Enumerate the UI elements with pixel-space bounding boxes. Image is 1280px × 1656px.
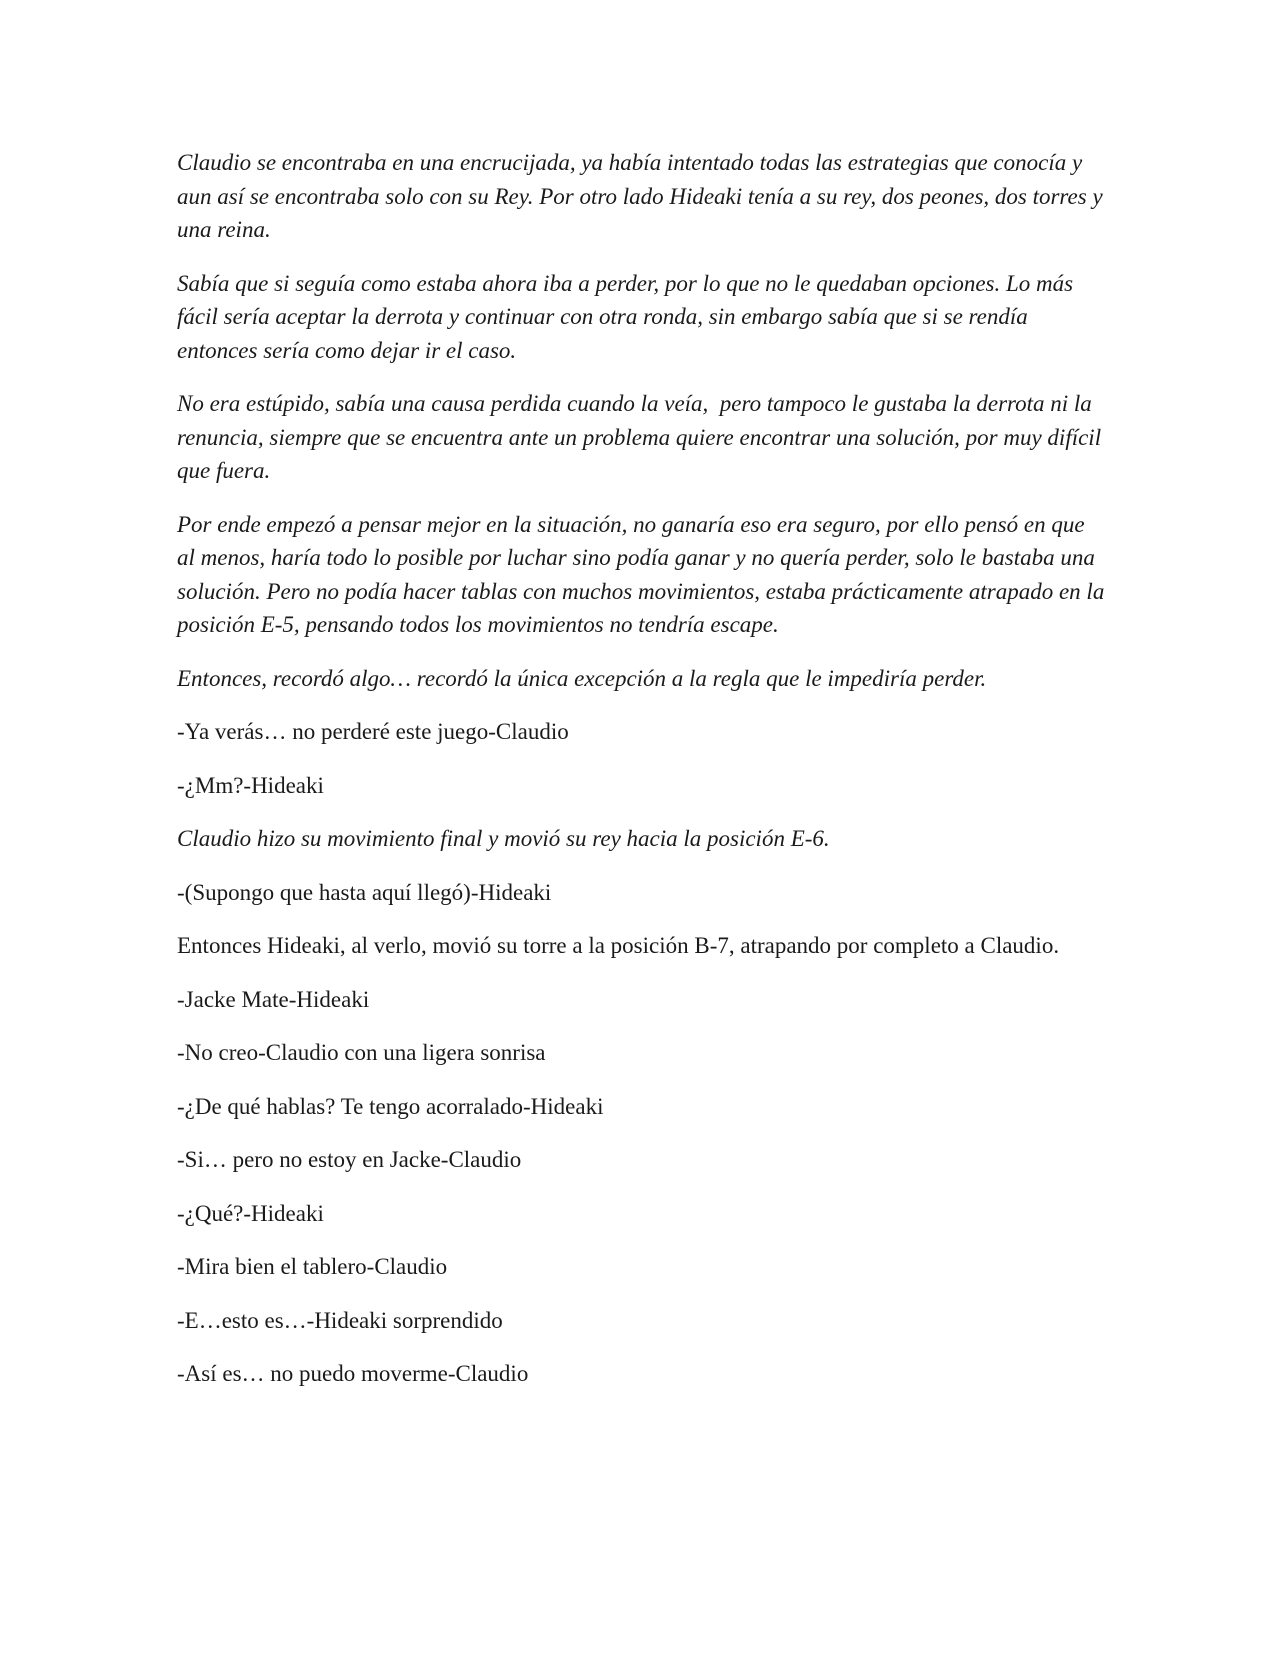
dialogue-line: -Mira bien el tablero-Claudio bbox=[177, 1254, 448, 1279]
dialogue-line: -¿De qué hablas? Te tengo acorralado-Hideaki bbox=[177, 1093, 604, 1119]
document-body bbox=[177, 146, 1111, 1411]
dialogue-line: -¿Qué?-Hideaki bbox=[177, 1200, 324, 1226]
dialogue-line: -Jacke Mate-Hideaki bbox=[177, 986, 370, 1012]
narration-paragraph: Claudio se encontraba en una encrucijada, ya había intentado todas las estrategias que conocía y aun así se encontraba solo con su Rey. Por otro lado Hideaki tenía a su rey, dos peones, dos torres y una reina. bbox=[177, 150, 1109, 242]
dialogue-line: -No creo-Claudio con una ligera sonrisa bbox=[177, 1040, 546, 1065]
narration-paragraph: Por ende empezó a pensar mejor en la situación, no ganaría eso era seguro, por ello pensó en que al menos, haría todo lo posible por luchar sino podía ganar y no quería perder, solo le bastaba una solución. Pero no podía hacer tablas con muchos movimientos, estaba prácticamente atrapado en la posición E-5, pensando todos los movimientos no tendría escape. bbox=[177, 511, 1111, 637]
dialogue-line: -Ya verás… no perderé este juego-Claudio bbox=[177, 719, 569, 744]
narration-paragraph: Entonces, recordó algo… recordó la única excepción a la regla que le impediría perder. bbox=[177, 665, 987, 691]
narration-paragraph: Sabía que si seguía como estaba ahora iba a perder, por lo que no le quedaban opciones. Lo más fácil sería aceptar la derrota y continuar con otra ronda, sin embargo sabía que si se rendía entonces sería como dejar ir el caso. bbox=[177, 270, 1079, 363]
narration-paragraph: No era estúpido, sabía una causa perdida cuando la veía, pero tampoco le gustaba la derrota ni la renuncia, siempre que se encuentra ante un problema quiere encontrar una solución, por muy difícil que fuera. bbox=[177, 391, 1107, 483]
dialogue-line: -Así es… no puedo moverme-Claudio bbox=[177, 1361, 529, 1386]
dialogue-line: -Si… pero no estoy en Jacke-Claudio bbox=[177, 1147, 522, 1172]
dialogue-line: -(Supongo que hasta aquí llegó)-Hideaki bbox=[177, 879, 552, 905]
narration-paragraph: Entonces Hideaki, al verlo, movió su torre a la posición B-7, atrapando por completo a Claudio. bbox=[177, 933, 1060, 958]
narration-paragraph: Claudio hizo su movimiento final y movió su rey hacia la posición E-6. bbox=[177, 826, 830, 851]
dialogue-line: -¿Mm?-Hideaki bbox=[177, 772, 324, 798]
dialogue-line: -E…esto es…-Hideaki sorprendido bbox=[177, 1307, 503, 1333]
